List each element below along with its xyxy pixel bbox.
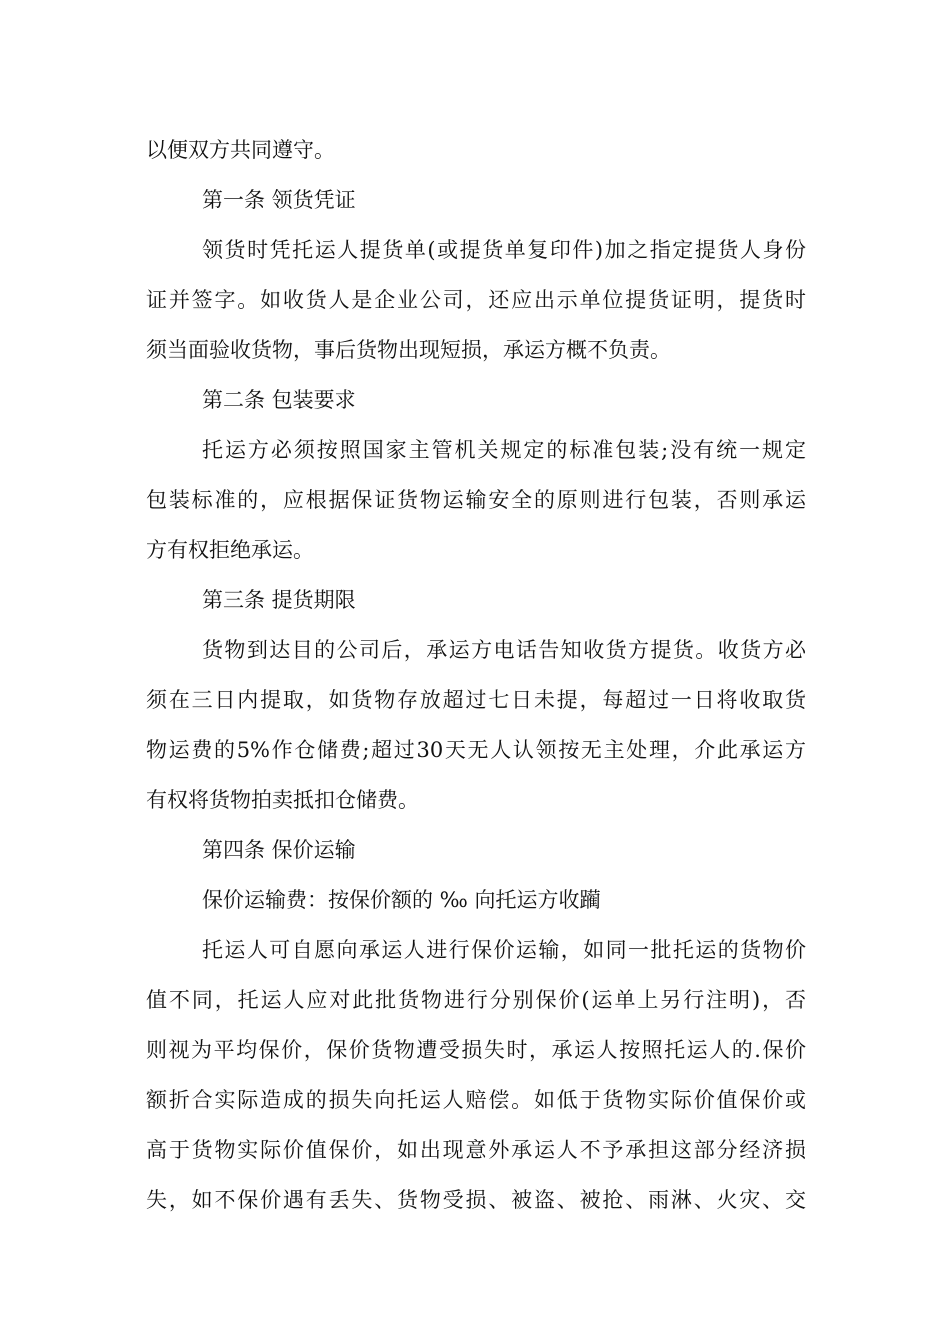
- document-body: [146, 125, 806, 1225]
- paragraph-line: 托运方必须按照国家主管机关规定的标准包装;没有统一规定: [202, 438, 806, 462]
- paragraph-line: 则视为平均保价，保价货物遭受损失时，承运人按照托运人的.保价: [146, 1038, 806, 1062]
- article-heading: 第一条 领货凭证: [202, 188, 356, 212]
- paragraph-line: 须在三日内提取，如货物存放超过七日未提，每超过一日将收取货: [146, 688, 806, 712]
- paragraph-line: 以便双方共同遵守。: [146, 138, 335, 162]
- paragraph-line: 保价运输费：按保价额的 ‰ 向托运方收躏: [202, 888, 601, 912]
- paragraph-line: 货物到达目的公司后，承运方电话告知收货方提货。收货方必: [202, 638, 806, 662]
- article-heading: 第三条 提货期限: [202, 588, 356, 612]
- paragraph-line: 物运费的5%作仓储费;超过30天无人认领按无主处理，介此承运方: [146, 738, 806, 762]
- article-heading: 第四条 保价运输: [202, 838, 356, 862]
- paragraph-line: 高于货物实际价值保价，如出现意外承运人不予承担这部分经济损: [146, 1138, 806, 1162]
- paragraph-line: 须当面验收货物，事后货物出现短损，承运方概不负责。: [146, 338, 671, 362]
- paragraph-line: 值不同，托运人应对此批货物进行分别保价(运单上另行注明)，否: [146, 988, 806, 1012]
- paragraph-line: 证并签字。如收货人是企业公司，还应出示单位提货证明，提货时: [146, 288, 806, 312]
- paragraph-line: 方有权拒绝承运。: [146, 538, 314, 562]
- article-heading: 第二条 包装要求: [202, 388, 356, 412]
- paragraph-line: 托运人可自愿向承运人进行保价运输，如同一批托运的货物价: [202, 938, 806, 962]
- paragraph-line: 失，如不保价遇有丢失、货物受损、被盗、被抢、雨淋、火灾、交: [146, 1188, 806, 1212]
- paragraph-line: 有权将货物拍卖抵扣仓储费。: [146, 788, 419, 812]
- paragraph-line: 领货时凭托运人提货单(或提货单复印件)加之指定提货人身份: [202, 238, 806, 262]
- paragraph-line: 额折合实际造成的损失向托运人赔偿。如低于货物实际价值保价或: [146, 1088, 806, 1112]
- paragraph-line: 包装标准的，应根据保证货物运输安全的原则进行包装，否则承运: [146, 488, 806, 512]
